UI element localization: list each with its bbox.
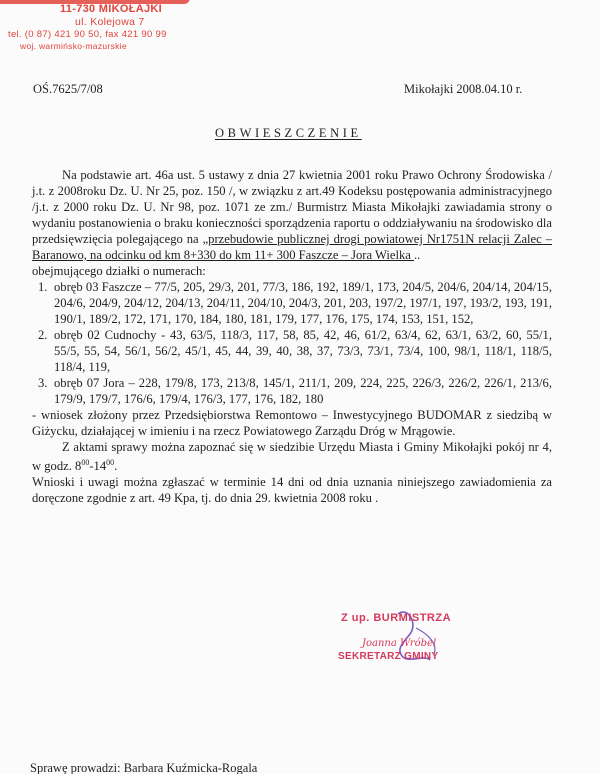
parcels-intro: obejmującego działki o numerach: [32, 264, 206, 278]
hours-superscript-end: 00 [106, 458, 115, 467]
files-text: Z aktami sprawy można zapoznać się w siedzibie Urzędu Miasta i Gminy Mikołajki pokój nr 4, w godz. 8 [32, 440, 552, 474]
main-paragraph-end: .. [414, 248, 421, 262]
applicant-paragraph: - wniosek złożony przez Przedsiębiorstwa Remontowo – Inwestycyjnego BUDOMAR z siedzibą w Giżycku, działającej w imieniu i na rzecz Powiatowego Zarządu Dróg w Mrągowie. [32, 408, 552, 438]
files-text-end: . [114, 459, 118, 474]
list-item-text: obręb 02 Cudnochy - 43, 63/5, 118/3, 117, 58, 85, 42, 46, 61/2, 63/4, 62, 63/1, 63/2, 60, 55/1, 55/5, 55, 54, 56/1, 56/2, 45/1, 45, 44, 39, 40, 38, 37, 73/3, 73/1, 73/4, 100, 98/1, 118/1, 118/5, 118/4, 119, [54, 328, 552, 374]
parcel-list [32, 279, 552, 407]
files-text-mid: -14 [89, 459, 107, 474]
stamp-city: 11-730 MIKOŁAJKI [60, 3, 163, 15]
main-paragraph [32, 167, 552, 263]
hours-superscript-start: 00 [81, 458, 90, 467]
list-item-text: obręb 07 Jora – 228, 179/8, 173, 213/8, 145/1, 211/1, 209, 224, 225, 226/3, 226/2, 226/1, 213/6, 179/9, 179/7, 176/6, 179/4, 176/3, 177, 176, 182, 180 [54, 376, 552, 406]
comments-paragraph: Wnioski i uwagi można zgłaszać w terminie 14 dni od dnia uznania niniejszego zawiadomienia za doręczone zgodnie z art. 49 Kpa, tj. do dnia 29. kwietnia 2008 roku . [32, 475, 552, 506]
main-paragraph-text: Na podstawie art. 46a ust. 5 ustawy z dnia 27 kwietnia 2001 roku Prawo Ochrony Środowiska / j.t. z 2008roku Dz. U. Nr 25, poz. 150 /, w związku z art.49 Kodeksu postępowania administracyjnego /j.t. z 2000 roku Dz. U. Nr 98, poz. 1071 ze zm./ Burmistrz Miasta Mikołajki zawiadamia strony o wydaniu postanowienia o braku konieczności sporządzenia raportu o oddziaływaniu na środowisko dla przedsięwzięcia polegającego na [32, 168, 552, 246]
list-item [38, 279, 552, 327]
list-item-number: 3. [38, 376, 48, 390]
project-description: „przebudowie publicznej drogi powiatowej Nr1751N relacji Zalec – Baranowo, na odcinku od km 8+330 do km 11+ 300 Faszcze – Jora Wielka [32, 232, 552, 262]
list-item-number: 1. [38, 280, 48, 294]
list-item [38, 375, 552, 407]
document-body [32, 167, 552, 506]
signature-name: Joanna Wróbel [362, 638, 437, 649]
document-title: OBWIESZCZENIE [215, 126, 362, 140]
list-item-number: 2. [38, 328, 48, 342]
place-and-date: Mikołajki 2008.04.10 r. [404, 82, 523, 96]
signature-title: SEKRETARZ GMINY [338, 651, 439, 662]
signature-authority: Z up. BURMISTRZA [341, 612, 452, 624]
files-paragraph [32, 439, 552, 474]
list-item [38, 327, 552, 375]
case-handler: Sprawę prowadzi: Barbara Kuźmicka-Rogala [30, 761, 258, 774]
reference-number: OŚ.7625/7/08 [33, 82, 103, 96]
list-item-text: obręb 03 Faszcze – 77/5, 205, 29/3, 201, 77/3, 186, 192, 189/1, 173, 204/5, 204/6, 204/14, 204/15, 204/6, 204/9, 204/12, 204/13, 204/11, 204/10, 204/3, 201, 203, 197/2, 197/1, 197, 193/2, 193, 191, 190/1, 189/2, 172, 171, 170, 184, 180, 181, 179, 177, 176, 175, 174, 153, 151, 152, [54, 280, 552, 326]
stamp-region: woj. warmińsko-mazurskie [20, 41, 127, 51]
stamp-street: ul. Kolejowa 7 [75, 16, 145, 28]
stamp-phone: tel. (0 87) 421 90 50, fax 421 90 99 [8, 29, 167, 40]
